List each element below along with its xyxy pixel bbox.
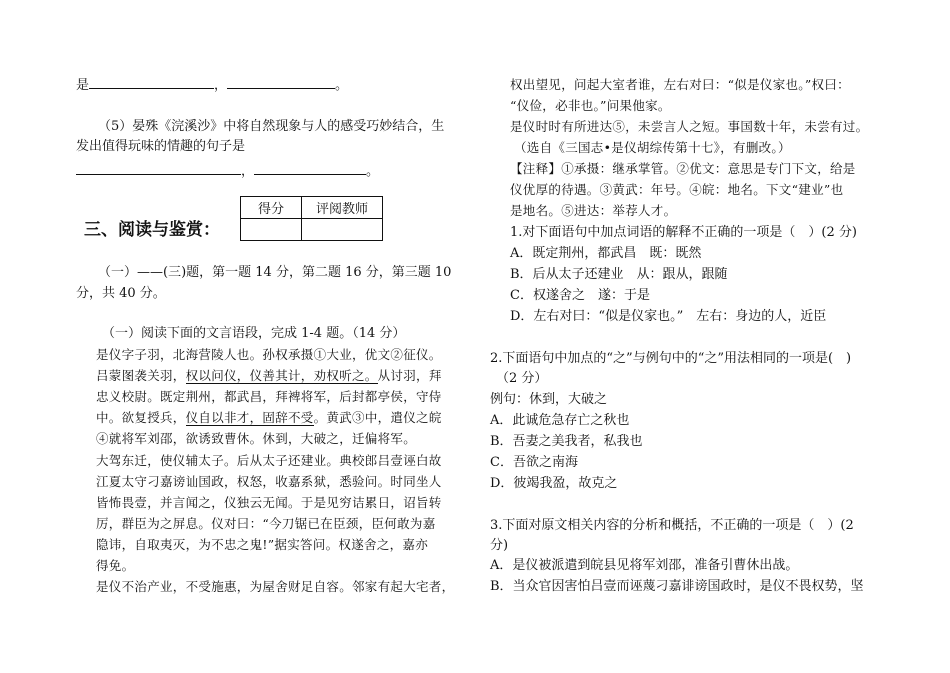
- passage-line: 是仪时时有所进达⑤，未尝言人之短。事国数十年，未尝有过。: [510, 119, 869, 134]
- q2-stem-2: （2 分）: [496, 371, 548, 386]
- q1-option-c[interactable]: C．权遂舍之 遂：于是: [510, 288, 650, 303]
- score-cell[interactable]: [241, 219, 302, 241]
- passage-line: 权出望见，问起大室者谁，左右对曰：“似是仪家也。”权曰：: [510, 77, 850, 92]
- passage-line: 大驾东迁，使仪辅太子。后从太子还建业。典校郎吕壹诬白故: [96, 453, 442, 468]
- answer-blank[interactable]: [89, 76, 214, 89]
- answer-blank[interactable]: [254, 162, 366, 175]
- grader-cell[interactable]: [302, 219, 383, 241]
- passage-line: ④就将军刘邵，欲诱致曹休。休到，大破之，迁偏将军。: [96, 431, 417, 446]
- underlined-sentence: 权以问仪，仪善其计，劝权听之。: [185, 368, 378, 383]
- q2-stem-1: 2.下面语句中加点的“之”与例句中的“之”用法相同的一项是( ): [490, 351, 852, 366]
- passage-line: 皆怖畏壹，并言闻之，仪独云无闻。于是见穷诘累日，诏旨转: [96, 495, 442, 510]
- passage-line: 隐讳，自取夷灭，为不忠之鬼!”据实答问。权遂舍之，嘉亦: [96, 537, 429, 552]
- q2-option-c[interactable]: C．吾欲之南海: [490, 455, 578, 470]
- section-title: 三、阅读与鉴赏：: [84, 220, 220, 240]
- passage-line: 是仪不治产业，不受施惠，为屋舍财足自容。邻家有起大宅者，: [96, 579, 455, 594]
- passage-line: 吕蒙图袭关羽，权以问仪，仪善其计，劝权听之。从讨羽，拜: [96, 368, 442, 383]
- q5-line-2: 发出值得玩味的情趣的句子是: [76, 139, 246, 154]
- answer-blank[interactable]: [76, 162, 241, 175]
- grader-header: 评阅教师: [302, 197, 383, 219]
- q3-stem-1: 3.下面对原文相关内容的分析和概括，不正确的一项是（ ）(2: [490, 518, 854, 533]
- passage-source: （选自《三国志•是仪胡综传第十七》，有删改。）: [514, 140, 791, 155]
- passage-line: 江夏太守刁嘉谤讪国政，权怒，收嘉系狱，悉验问。时同坐人: [96, 474, 442, 489]
- passage-line: “仪俭，必非也。”问果他家。: [510, 98, 671, 113]
- q1-option-a[interactable]: A．既定荆州，都武昌 既：既然: [510, 246, 702, 261]
- q2-option-b[interactable]: B．吾妻之美我者，私我也: [490, 434, 643, 449]
- passage-line: 厉，群臣为之屏息。仪对曰：“今刀锯已在臣颈，臣何敢为嘉: [96, 516, 436, 531]
- q2-option-d[interactable]: D．彼竭我盈，故克之: [490, 476, 618, 491]
- reading-task: （一）阅读下面的文言语段，完成 1-4 题。（14 分）: [102, 326, 406, 341]
- q5-blanks: ， 。: [76, 162, 379, 181]
- passage-line: 得免。: [96, 558, 135, 573]
- passage-line: 是仪字子羽，北海营陵人也。孙权承摄①大业，优文②征仪。: [96, 347, 442, 362]
- fill-line-1: 是 ， 。: [76, 78, 349, 93]
- q1-option-d[interactable]: D．左右对曰：“似是仪家也。” 左右：身边的人，近臣: [510, 309, 827, 324]
- score-header: 得分: [241, 197, 302, 219]
- intro-line-2: 分，共 40 分。: [76, 286, 166, 301]
- q2-option-a[interactable]: A．此诚危急存亡之秋也: [490, 413, 630, 428]
- q5-line-1: （5）晏殊《浣溪沙》中将自然现象与人的感受巧妙结合，生: [98, 119, 445, 134]
- underlined-sentence: 仪自以非才，固辞不受: [185, 410, 314, 425]
- q1-option-b[interactable]: B．后从太子还建业 从：跟从，跟随: [510, 267, 728, 282]
- q3-stem-2: 分): [490, 538, 509, 553]
- note-line: 【注释】①承摄：继承掌管。②优文：意思是专门下文，给是: [510, 161, 856, 176]
- intro-line-1: （一）——(三)题，第一题 14 分，第二题 16 分，第三题 10: [98, 265, 452, 280]
- answer-blank[interactable]: [227, 76, 335, 89]
- q2-example: 例句：休到，大破之: [490, 392, 608, 407]
- score-table: [240, 196, 383, 241]
- note-line: 是地名。⑤进达：举荐人才。: [510, 203, 677, 218]
- passage-line: 中。欲复授兵，仪自以非才，固辞不受。黄武③中，遣仪之皖: [96, 410, 442, 425]
- q1-stem: 1.对下面语句中加点词语的解释不正确的一项是（ ）(2 分): [510, 225, 857, 240]
- q3-option-a[interactable]: A．是仪被派遣到皖县见将军刘邵，准备引曹休出战。: [490, 558, 799, 573]
- passage-line: 忠义校尉。既定荆州，都武昌，拜裨将军，后封都亭侯，守侍: [96, 389, 442, 404]
- note-line: 仪优厚的待遇。③黄武：年号。④皖：地名。下文“建业”也: [510, 182, 844, 197]
- q3-option-b[interactable]: B．当众官因害怕吕壹而诬蔑刁嘉诽谤国政时，是仪不畏权势，坚: [490, 579, 864, 594]
